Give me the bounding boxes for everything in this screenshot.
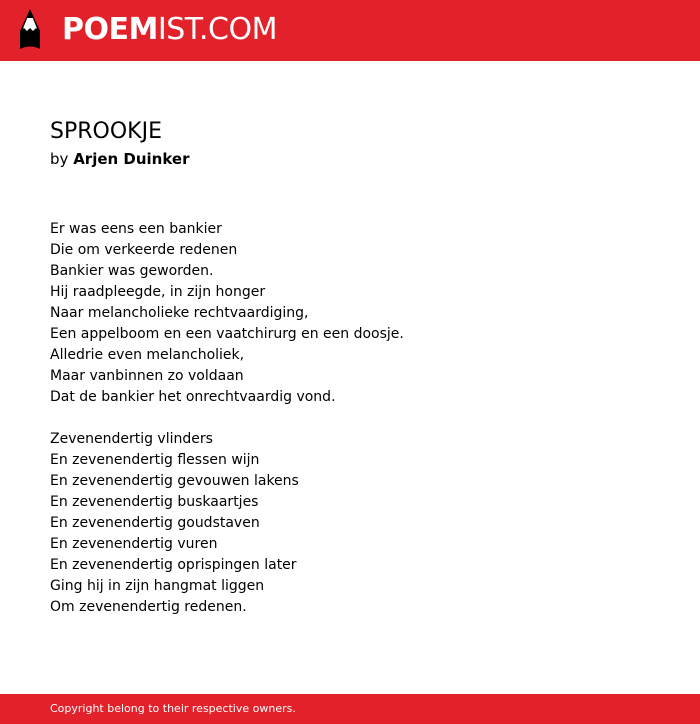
- site-logo[interactable]: [62, 12, 277, 48]
- poem-line: En zevenendertig vuren: [50, 536, 218, 552]
- poem-line: Zevenendertig vlinders: [50, 431, 213, 447]
- poem-line: Die om verkeerde redenen: [50, 242, 238, 258]
- poem-line: En zevenendertig goudstaven: [50, 515, 260, 531]
- poem-line: Om zevenendertig redenen.: [50, 599, 247, 615]
- logo-text-bold: POEM: [62, 12, 158, 47]
- poem-line: Dat de bankier het onrechtvaardig vond.: [50, 389, 336, 405]
- site-footer: [0, 694, 700, 724]
- poem-line: En zevenendertig oprispingen later: [50, 557, 297, 573]
- poem-line: Alledrie even melancholiek,: [50, 347, 245, 363]
- poem-title: SPROOKJE: [50, 119, 162, 144]
- pencil-icon[interactable]: [18, 9, 42, 51]
- by-label: by: [50, 150, 69, 168]
- poem-line: En zevenendertig buskaartjes: [50, 494, 259, 510]
- stanza: [50, 429, 404, 618]
- poem-line: Bankier was geworden.: [50, 263, 214, 279]
- poem-line: En zevenendertig flessen wijn: [50, 452, 260, 468]
- poem-line: En zevenendertig gevouwen lakens: [50, 473, 299, 489]
- author-name: Arjen Duinker: [73, 150, 190, 168]
- poem-line: Een appelboom en een vaatchirurg en een doosje.: [50, 326, 404, 342]
- poem-line: Hij raadpleegde, in zijn honger: [50, 284, 266, 300]
- poem-line: Naar melancholieke rechtvaardiging,: [50, 305, 309, 321]
- copyright-text: Copyright belong to their respective owners.: [50, 702, 296, 715]
- poem-line: Maar vanbinnen zo voldaan: [50, 368, 244, 384]
- poem-body: [50, 219, 404, 639]
- logo-text-light: IST.COM: [157, 12, 277, 47]
- poem-line: Er was eens een bankier: [50, 221, 222, 237]
- poem-line: Ging hij in zijn hangmat liggen: [50, 578, 265, 594]
- site-header: [0, 0, 700, 61]
- byline: [50, 149, 190, 169]
- stanza: [50, 219, 404, 408]
